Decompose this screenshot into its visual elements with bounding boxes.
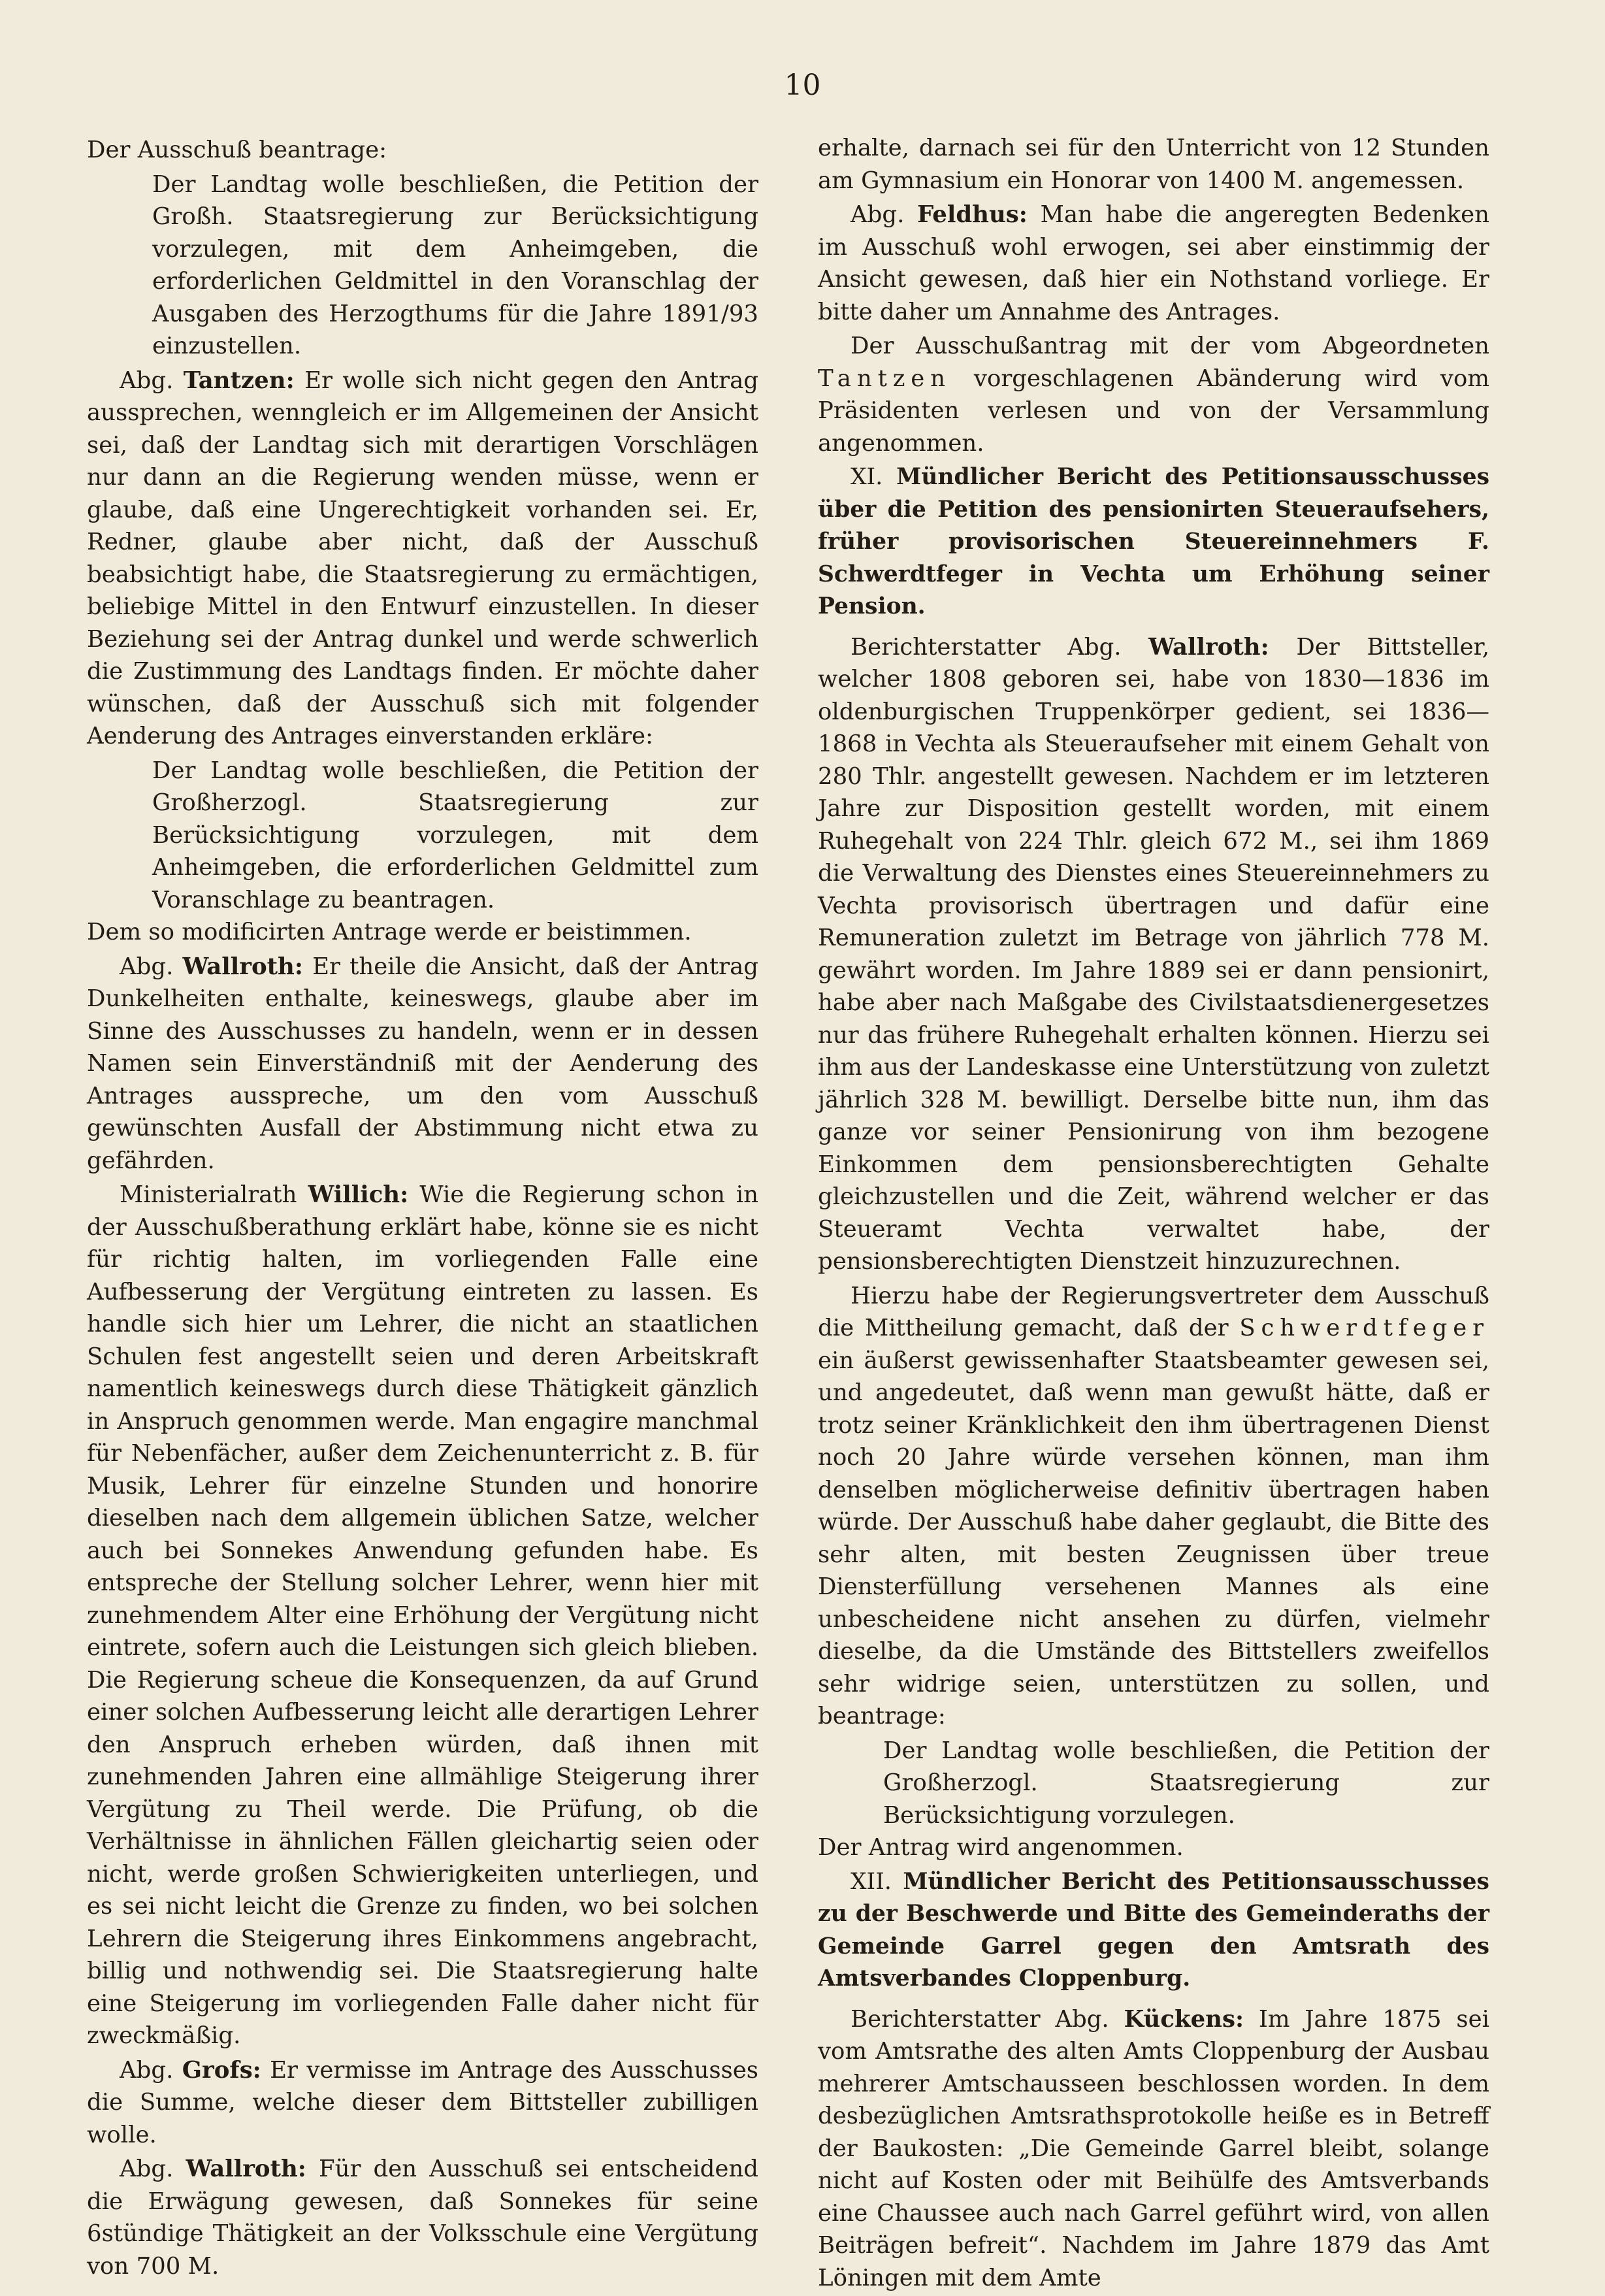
speech-paragraph	[818, 199, 1489, 328]
speaker-name: Wallroth:	[186, 2156, 306, 2182]
speech-text: Wie die Regierung schon in der Ausschußberathung erklärt habe, könne sie es nicht für richtig halten, im vorliegenden Falle eine Aufbesserung der Vergütung eintreten zu lassen. Es handle sich hier um Lehrer, die nicht an staatlichen Schulen fest angestellt seien und deren Arbeitskraft namentlich keineswegs durch diese Thätigkeit gänzlich in Anspruch genommen werde. Man engagire manchmal für Nebenfächer, außer dem Zeichenunterricht z. B. für Musik, Lehrer für einzelne Stunden und honorire dieselben nach dem allgemein üblichen Satze, welcher auch bei Sonnekes Anwendung gefunden habe. Es entspreche der Stellung solcher Lehrer, wenn hier mit zunehmendem Alter eine Erhöhung der Vergütung nicht eintrete, sofern auch die Leistungen sich gleich blieben. Die Regierung scheue die Konsequenzen, da auf Grund einer solchen Aufbesserung leicht alle derartigen Lehrer den Anspruch erheben würden, daß ihnen mit zunehmenden Jahren eine allmählige Steigerung ihrer Vergütung zu Theil werde. Die Prüfung, ob die Verhältnisse in ähnlichen Fällen gleichartig seien oder nicht, werde großen Schwierigkeiten unterliegen, und es sei nicht leicht die Grenze zu finden, wo bei solchen Lehrern die Steigerung ihres Einkommens angebracht, billig und nothwendig sei. Die Staatsregierung halte eine Steigerung im vorliegenden Falle daher nicht für zweckmäßig.	[87, 1181, 758, 2049]
paragraph-text: Der Landtag wolle beschließen, die Petition der Großh. Staatsregierung zur Berücksichtigung vorzulegen, mit dem Anheimgeben, die erforderlichen Geldmittel in den Voranschlag der Ausgaben des Herzogthums für die Jahre 1891/93 einzustellen.	[152, 171, 758, 359]
speech-paragraph	[818, 2003, 1489, 2295]
speaker-name: Kückens:	[1124, 2005, 1244, 2033]
speaker-title: Abg.	[120, 953, 174, 980]
speech-paragraph	[87, 2153, 758, 2282]
speech-paragraph	[818, 631, 1489, 1278]
continuation-paragraph	[87, 916, 758, 949]
speech-text: Er vermisse im Antrage des Ausschusses die Summe, welche dieser dem Bittsteller zubilligen wolle.	[87, 2056, 758, 2148]
speech-paragraph	[87, 2054, 758, 2152]
speaker-title: Abg.	[120, 367, 174, 394]
paragraph-text: Hierzu habe der Regierungsvertreter dem Ausschuß die Mittheilung gemacht, daß der	[818, 1282, 1489, 1341]
speech-paragraph	[87, 365, 758, 753]
right-column	[818, 134, 1489, 2296]
motion-text	[883, 1735, 1489, 1832]
speaker-name: Willich:	[308, 1181, 409, 1208]
speech-text: Im Jahre 1875 sei vom Amtsrathe des alten Amts Cloppenburg der Ausbau mehrerer Amtschausseen beschlossen worden. In dem desbezüglichen Amtsrathsprotokolle heiße es in Betreff der Baukosten: „Die Gemeinde Garrel bleibt, solange nicht auf Kosten oder mit Beihülfe des Amtsverbands eine Chaussee auch nach Garrel geführt wird, von allen Beiträgen befreit“. Nachdem im Jahre 1879 das Amt Löningen mit dem Amte	[818, 2005, 1489, 2291]
speech-paragraph	[87, 951, 758, 1177]
speech-paragraph	[87, 1179, 758, 2052]
section-title: Mündlicher Bericht des Petitionsausschusses zu der Beschwerde und Bitte des Gemeinderaths der Gemeinde Garrel gegen den Amtsrath des Amtsverbandes Cloppenburg.	[818, 1868, 1489, 1992]
speaker-title: Berichterstatter Abg.	[851, 2005, 1109, 2033]
section-heading	[818, 1866, 1489, 1995]
paragraph-text: Der Landtag wolle beschließen, die Petition der Großherzogl. Staatsregierung zur Berücksichtigung vorzulegen.	[883, 1737, 1489, 1829]
speaker-name: Wallroth:	[1148, 633, 1269, 661]
spaced-name: Tantzen	[818, 365, 951, 392]
speaker-name: Tantzen:	[183, 367, 295, 394]
speaker-name: Grofs:	[182, 2056, 261, 2084]
spaced-name: Schwerdtfeger	[1239, 1315, 1489, 1341]
speaker-title: Abg.	[120, 2056, 174, 2084]
motion-text	[152, 755, 758, 917]
speaker-title: Abg.	[851, 201, 905, 228]
section-heading	[818, 461, 1489, 623]
body-paragraph	[87, 134, 758, 167]
speaker-title: Berichterstatter Abg.	[851, 633, 1122, 661]
paragraph-text: erhalte, darnach sei für den Unterricht von 12 Stunden am Gymnasium ein Honorar von 1400 M. angemessen.	[818, 135, 1489, 194]
paragraph-text: Der Landtag wolle beschließen, die Petition der Großherzogl. Staatsregierung zur Berücksichtigung vorzulegen, mit dem Anheimgeben, die erforderlichen Geldmittel zum Voranschlage zu beantragen.	[152, 757, 758, 913]
section-title: Mündlicher Bericht des Petitionsausschusses über die Petition des pensionirten Steueraufsehers, früher provisorischen Steuereinnehmers F. Schwerdtfeger in Vechta um Erhöhung seiner Pension.	[818, 464, 1489, 619]
section-number: XI.	[851, 464, 883, 490]
section-number: XII.	[851, 1868, 892, 1895]
paragraph-text: Dem so modificirten Antrage werde er beistimmen.	[87, 919, 692, 945]
speaker-name: Feldhus:	[917, 201, 1028, 228]
continuation-paragraph	[818, 132, 1489, 197]
speaker-title: Ministerialrath	[120, 1181, 297, 1208]
paragraph-text: Der Antrag wird angenommen.	[818, 1834, 1184, 1861]
body-paragraph	[818, 1280, 1489, 1733]
speech-text: Für den Ausschuß sei entscheidend die Erwägung gewesen, daß Sonnekes für seine 6stündige Thätigkeit an der Volksschule eine Vergütung von 700 M.	[87, 2156, 758, 2280]
speech-text: Man habe die angeregten Bedenken im Ausschuß wohl erwogen, sei aber einstimmig der Ansicht gewesen, daß hier ein Nothstand vorliege. Er bitte daher um Annahme des Antrages.	[818, 201, 1489, 325]
speaker-name: Wallroth:	[182, 953, 303, 980]
speech-text: Er wolle sich nicht gegen den Antrag aussprechen, wenngleich er im Allgemeinen der Ansicht sei, daß der Landtag sich mit derartigen Vorschlägen nur dann an die Regierung wenden müsse, wenn er glaube, daß eine Ungerechtigkeit vorhanden sei. Er, Redner, glaube aber nicht, daß der Ausschuß beabsichtigt habe, die Staatsregierung zu ermächtigen, beliebige Mittel in den Entwurf einzustellen. In dieser Beziehung sei der Antrag dunkel und werde schwerlich die Zustimmung des Landtags finden. Er möchte daher wünschen, daß der Ausschuß sich mit folgender Aenderung des Antrages einverstanden erkläre:	[87, 367, 758, 749]
left-column	[87, 134, 758, 2284]
paragraph-text: vorgeschlagenen Abänderung wird vom Präsidenten verlesen und von der Versammlung angenommen.	[818, 365, 1489, 457]
speaker-title: Abg.	[120, 2156, 174, 2182]
body-paragraph	[818, 330, 1489, 459]
paragraph-text: Der Ausschuß beantrage:	[87, 137, 387, 163]
continuation-paragraph	[818, 1831, 1489, 1864]
paragraph-text: ein äußerst gewissenhafter Staatsbeamter gewesen sei, und angedeutet, daß wenn man gewußt hätte, daß er trotz seiner Kränklichkeit den ihm übertragenen Dienst noch 20 Jahre würde versehen können, man ihm denselben möglicherweise definitiv übertragen haben würde. Der Ausschuß habe daher geglaubt, die Bitte des sehr alten, mit besten Zeugnissen über treue Diensterfüllung versehenen Mannes als eine unbescheidene nicht ansehen zu dürfen, vielmehr dieselbe, da die Umstände des Bittstellers zweifellos sehr widrige seien, unterstützen zu sollen, und beantrage:	[818, 1347, 1489, 1730]
page-number: 10	[784, 69, 821, 102]
speech-text: Der Bittsteller, welcher 1808 geboren sei, habe von 1830—1836 im oldenburgischen Truppenkörper gedient, sei 1836—1868 in Vechta als Steueraufseher mit einem Gehalt von 280 Thlr. angestellt gewesen. Nachdem er im letzteren Jahre zur Disposition gestellt worden, mit einem Ruhegehalt von 224 Thlr. gleich 672 M., sei ihm 1869 die Verwaltung des Dienstes eines Steuereinnehmers zu Vechta provisorisch übertragen und dafür eine Remuneration zuletzt im Betrage von jährlich 778 M. gewährt worden. Im Jahre 1889 sei er dann pensionirt, habe aber nach Maßgabe des Civilstaatsdienergesetzes nur das frühere Ruhegehalt erhalten können. Hierzu sei ihm aus der Landeskasse eine Unterstützung von zuletzt jährlich 328 M. bewilligt. Derselbe bitte nun, ihm das ganze vor seiner Pensionirung von ihm bezogene Einkommen dem pensionsberechtigten Gehalte gleichzustellen und die Zeit, während welcher er das Steueramt Vechta verwaltet habe, der pensionsberechtigten Dienstzeit hinzuzurechnen.	[818, 633, 1489, 1275]
motion-text	[152, 169, 758, 363]
speech-text: Er theile die Ansicht, daß der Antrag Dunkelheiten enthalte, keineswegs, glaube aber im Sinne des Ausschusses zu handeln, wenn er in dessen Namen sein Einverständniß mit der Aenderung des Antrages ausspreche, um den vom Ausschuß gewünschten Ausfall der Abstimmung nicht etwa zu gefährden.	[87, 953, 758, 1174]
paragraph-text: Der Ausschußantrag mit der vom Abgeordneten	[851, 333, 1489, 359]
